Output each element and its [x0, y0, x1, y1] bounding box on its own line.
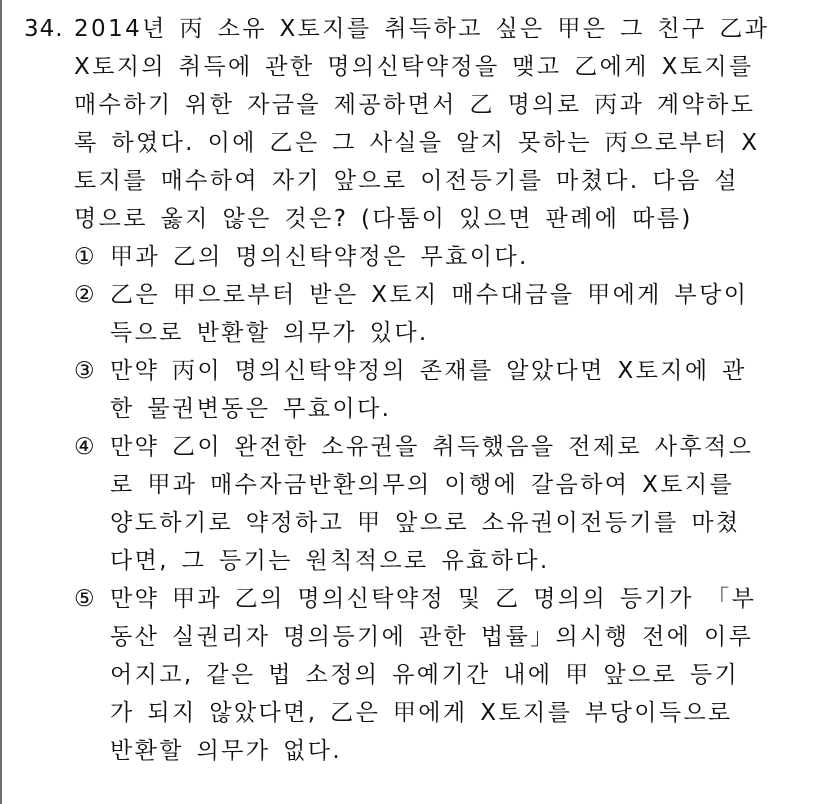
- option-text: 득으로 반환할 의무가 있다.: [110, 320, 429, 346]
- option-text: 반환할 의무가 없다.: [110, 738, 343, 764]
- option-text: 한 물권변동은 무효이다.: [110, 396, 392, 422]
- option-text: 만약 乙이 완전한 소유권을 취득했음을 전제로 사후적으: [110, 434, 754, 460]
- option-marker: ④: [74, 434, 95, 460]
- option-text: 양도하기로 약정하고 甲 앞으로 소유권이전등기를 마쳤: [110, 510, 741, 536]
- option-marker: ②: [74, 282, 95, 308]
- stem-line: X토지의 취득에 관한 명의신탁약정을 맺고 乙에게 X토지를: [74, 54, 754, 80]
- option-text: 乙은 甲으로부터 받은 X토지 매수대금을 甲에게 부당이: [110, 282, 749, 308]
- option-text: 어지고, 같은 법 소정의 유예기간 내에 甲 앞으로 등기: [110, 662, 740, 688]
- option-text: 만약 甲과 乙의 명의신탁약정 및 乙 명의의 등기가 「부: [110, 586, 757, 612]
- option-text: 甲과 乙의 명의신탁약정은 무효이다.: [110, 244, 529, 270]
- option-text: 가 되지 않았다면, 乙은 甲에게 X토지를 부당이득으로: [110, 700, 733, 726]
- stem-line: 록 하였다. 이에 乙은 그 사실을 알지 못하는 丙으로부터 X: [74, 130, 760, 156]
- stem-line: 매수하기 위한 자금을 제공하면서 乙 명의로 丙과 계약하도: [74, 92, 756, 118]
- question-number: 34.: [24, 16, 64, 42]
- option-marker: ③: [74, 358, 95, 384]
- option-text: 다면, 그 등기는 원칙적으로 유효하다.: [110, 548, 550, 574]
- stem-line: 2014년 丙 소유 X토지를 취득하고 싶은 甲은 그 친구 乙과: [74, 16, 770, 42]
- option-text: 로 甲과 매수자금반환의무의 이행에 갈음하여 X토지를: [110, 472, 735, 498]
- option-marker: ⑤: [74, 586, 95, 612]
- option-marker: ①: [74, 244, 95, 270]
- option-text: 만약 丙이 명의신탁약정의 존재를 알았다면 X토지에 관: [110, 358, 747, 384]
- option-text: 동산 실권리자 명의등기에 관한 법률」의시행 전에 이루: [110, 624, 754, 650]
- stem-line: 토지를 매수하여 자기 앞으로 이전등기를 마쳤다. 다음 설: [74, 168, 739, 194]
- stem-line: 명으로 옳지 않은 것은? (다툼이 있으면 판례에 따름): [74, 206, 693, 232]
